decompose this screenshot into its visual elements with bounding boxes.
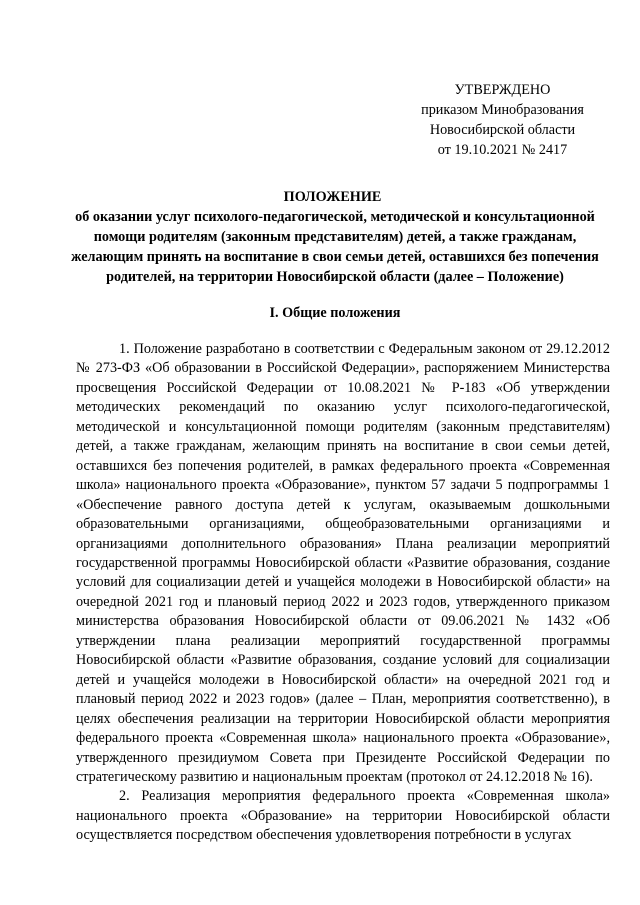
approval-line-date-number: от 19.10.2021 № 2417 — [437, 142, 568, 158]
section-body — [76, 340, 610, 846]
document-subtitle: об оказании услуг психолого-педагогической, методической и консультационной помощи родителям (законным представителям) детей, а также гражданам, желающим принять на воспитание в свои семьи детей, оставшихся без попечения родителей, на территории Новосибирской области (далее – Положение) — [71, 209, 599, 285]
document-title: ПОЛОЖЕНИЕ — [283, 189, 382, 205]
approval-stamp — [400, 80, 605, 160]
approval-line-region: Новосибирской области — [429, 122, 576, 138]
paragraph-2: 2. Реализация мероприятия федерального проекта «Современная школа» национального проекта «Образование» на территории Новосибирской области осуществляется посредством обеспечения удовлетворения потребности в услугах — [76, 788, 610, 844]
paragraph-1: 1. Положение разработано в соответствии с Федеральным законом от 29.12.2012 № 273-ФЗ «Об образовании в Российской Федерации», распоряжением Министерства просвещения Российской Федерации от 10.08.2021 № Р-183 «Об утверждении методических рекомендаций по оказанию услуг психолого-педагогической, методической и консультационной помощи родителям (законным представителям) детей, а также гражданам, желающим принять на воспитание в свои семьи детей, оставшихся без попечения родителей, в рамках федерального проекта «Современная школа» национального проекта «Образование», пунктом 57 задачи 5 подпрограммы 1 «Обеспечение равного доступа детей к услугам, оказываемым дошкольными образовательными организациями, общеобразовательными организациями и организациями дополнительного образования» Плана реализации мероприятий государственной программы Новосибирской области «Развитие образования, создание условий для социализации детей и учащейся молодежи в Новосибирской области» на очередной 2021 год и плановый период 2022 и 2023 годов, утвержденного приказом министерства образования Новосибирской области от 09.06.2021 № 1432 «Об утверждении плана реализации мероприятий государственной программы Новосибирской области «Развитие образования, создание условий для социализации детей и учащейся молодежи в Новосибирской области» на очередной 2021 год и плановый период 2022 и 2023 годов» (далее – План, мероприятия соответственно), в целях обеспечения реализации на территории Новосибирской области мероприятия федерального проекта «Современная школа» национального проекта «Образование», утвержденного президиумом Совета при Президенте Российской Федерации по стратегическому развитию и национальным проектам (протокол от 24.12.2018 № 16). — [76, 341, 610, 785]
approval-line-approved: УТВЕРЖДЕНО — [454, 82, 551, 98]
approval-line-order: приказом Минобразования — [421, 102, 584, 118]
section-heading: I. Общие положения — [269, 305, 401, 321]
